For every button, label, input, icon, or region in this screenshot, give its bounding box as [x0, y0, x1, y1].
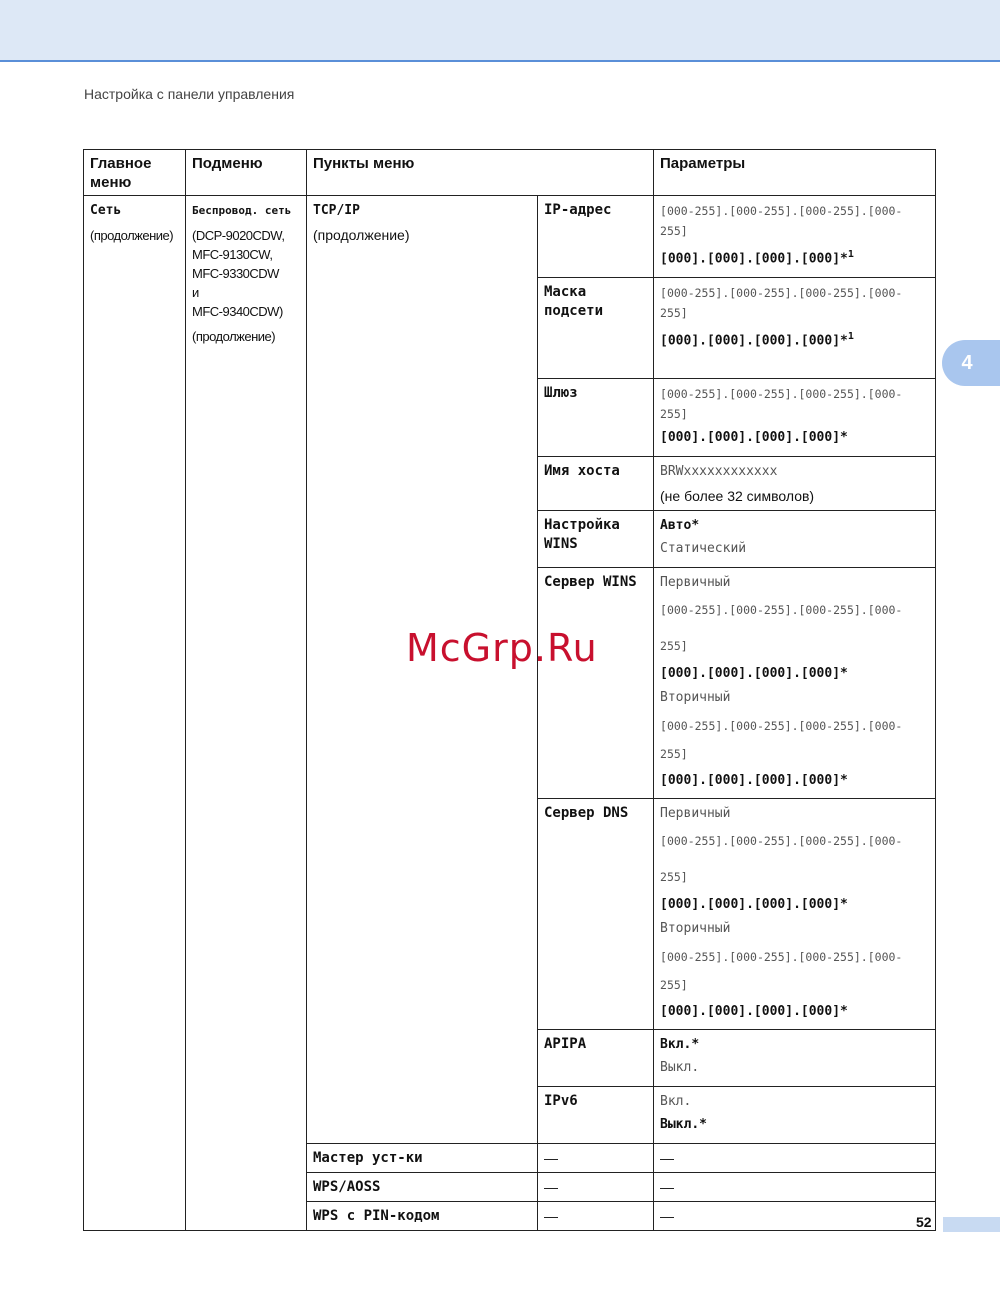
mask-default-value: [000].[000].[000].[000]: [660, 333, 841, 349]
wins-cfg-opt2: Статический: [660, 541, 747, 557]
row-wins-srv-name: Сервер WINS: [538, 568, 654, 799]
row-ip-name: IP-адрес: [538, 196, 654, 278]
row-wizard-col4: —: [538, 1144, 654, 1173]
row-dns-srv-name: Сервер DNS: [538, 799, 654, 1030]
mask-default-star: *: [840, 333, 848, 349]
mask-default: [660, 323, 929, 355]
header-parameters: Параметры: [654, 150, 936, 196]
wins-primary-default-value: [000].[000].[000].[000]: [660, 666, 841, 682]
chapter-number: 4: [961, 351, 973, 374]
submenu-models-2: MFC-9130CW,: [192, 247, 273, 262]
ip-default: [660, 241, 929, 273]
main-menu-cell: [84, 196, 186, 1231]
table-row: [84, 196, 936, 278]
mask-range: [000-255].[000-255].[000-255].[000-255]: [660, 286, 903, 321]
main-menu-note: (продолжение): [90, 228, 174, 243]
apipa-opt1: [660, 1035, 929, 1054]
header-submenu: Подменю: [186, 150, 307, 196]
row-ipv6-name: IPv6: [538, 1087, 654, 1144]
dns-secondary-star: *: [840, 1004, 848, 1020]
tcpip-note: (продолжение): [313, 227, 410, 243]
apipa-opt2: Выкл.: [660, 1060, 700, 1076]
wins-primary-range: [000-255].[000-255].[000-255].[000-255]: [660, 603, 903, 654]
dns-secondary-default-value: [000].[000].[000].[000]: [660, 1004, 841, 1020]
host-value: BRWxxxxxxxxxxxx: [660, 464, 778, 480]
dns-primary-range: [000-255].[000-255].[000-255].[000-255]: [660, 834, 903, 885]
ip-range: [000-255].[000-255].[000-255].[000-255]: [660, 204, 903, 238]
ip-default-star: *: [840, 251, 848, 267]
row-ip-params: [654, 196, 936, 278]
submenu-name: Беспровод. сеть: [192, 204, 292, 217]
wins-secondary-star: *: [840, 773, 848, 789]
row-mask-params: [654, 278, 936, 379]
ipv6-opt1: Вкл.: [660, 1094, 692, 1110]
row-apipa-params: [654, 1030, 936, 1087]
main-menu-name: Сеть: [90, 203, 122, 218]
wins-secondary: Вторичный: [660, 690, 731, 706]
gateway-default-value: [000].[000].[000].[000]: [660, 430, 841, 446]
apipa-opt1-star: *: [691, 1037, 700, 1053]
row-wps-aoss-name: WPS/AOSS: [307, 1173, 538, 1202]
submenu-note: (продолжение): [192, 329, 276, 344]
wins-secondary-default: [660, 768, 929, 794]
wins-secondary-range: [000-255].[000-255].[000-255].[000-255]: [660, 719, 903, 762]
ipv6-opt2: [660, 1111, 929, 1139]
header-main-menu: Главное меню: [84, 150, 186, 196]
row-wps-pin-col4: —: [538, 1202, 654, 1231]
apipa-opt1-text: Вкл.: [660, 1037, 692, 1053]
wins-cfg-opt1-star: *: [691, 518, 700, 534]
submenu-models-4: и: [192, 285, 199, 300]
row-gateway-params: [654, 379, 936, 457]
menu-table: [83, 149, 936, 1231]
row-wps-aoss-col4: —: [538, 1173, 654, 1202]
row-apipa-name: APIPA: [538, 1030, 654, 1087]
ip-default-value: [000].[000].[000].[000]: [660, 251, 841, 267]
running-header: Настройка с панели управления: [84, 86, 295, 102]
table-header-row: [84, 150, 936, 196]
dns-primary-default: [660, 895, 929, 915]
submenu-models-3: MFC-9330CDW: [192, 266, 279, 281]
gateway-range: [000-255].[000-255].[000-255].[000-255]: [660, 387, 903, 422]
dns-secondary-range: [000-255].[000-255].[000-255].[000-255]: [660, 950, 903, 993]
submenu-models-1: (DCP-9020CDW,: [192, 228, 285, 243]
ipv6-opt2-star: *: [699, 1117, 707, 1133]
row-host-params: [654, 457, 936, 511]
row-wizard-name: Мастер уст-ки: [307, 1144, 538, 1173]
wins-secondary-default-value: [000].[000].[000].[000]: [660, 773, 841, 789]
row-wins-cfg-params: [654, 511, 936, 568]
wins-primary-star: *: [840, 666, 848, 682]
row-wins-srv-params: [654, 568, 936, 799]
page-number: 52: [916, 1214, 932, 1230]
host-note: (не более 32 символов): [660, 488, 815, 505]
dns-primary-default-value: [000].[000].[000].[000]: [660, 897, 841, 913]
row-wins-cfg-name: Настройка WINS: [538, 511, 654, 568]
dns-primary-star: *: [840, 897, 848, 913]
footer-bar: [943, 1217, 1000, 1232]
row-wps-aoss-col5: —: [654, 1173, 936, 1202]
row-mask-name: Маска подсети: [538, 278, 654, 379]
gateway-default-star: *: [840, 430, 848, 446]
ip-footnote: 1: [847, 249, 854, 260]
row-gateway-name: Шлюз: [538, 379, 654, 457]
dns-secondary-default: [660, 999, 929, 1025]
submenu-models-5: MFC-9340CDW): [192, 304, 283, 319]
wins-primary-default: [660, 664, 929, 684]
wins-cfg-opt1: [660, 516, 929, 535]
row-wizard-col5: —: [654, 1144, 936, 1173]
watermark: McGrp.Ru: [406, 626, 598, 670]
dns-primary: Первичный: [660, 806, 731, 822]
gateway-default: [660, 424, 929, 452]
row-wps-pin-col5: —: [654, 1202, 936, 1231]
row-wps-pin-name: WPS с PIN-кодом: [307, 1202, 538, 1231]
mask-footnote: 1: [847, 331, 854, 343]
wins-primary: Первичный: [660, 575, 731, 591]
wins-cfg-opt1-text: Авто: [660, 518, 692, 534]
row-host-name: Имя хоста: [538, 457, 654, 511]
top-band: [0, 0, 1000, 62]
ipv6-opt2-text: Выкл.: [660, 1117, 700, 1133]
chapter-tab: [942, 340, 1000, 386]
submenu-cell: [186, 196, 307, 1231]
dns-secondary: Вторичный: [660, 921, 731, 937]
row-dns-srv-params: [654, 799, 936, 1030]
header-menu-items: Пункты меню: [307, 150, 654, 196]
row-ipv6-params: [654, 1087, 936, 1144]
tcpip-name: TCP/IP: [313, 203, 360, 218]
